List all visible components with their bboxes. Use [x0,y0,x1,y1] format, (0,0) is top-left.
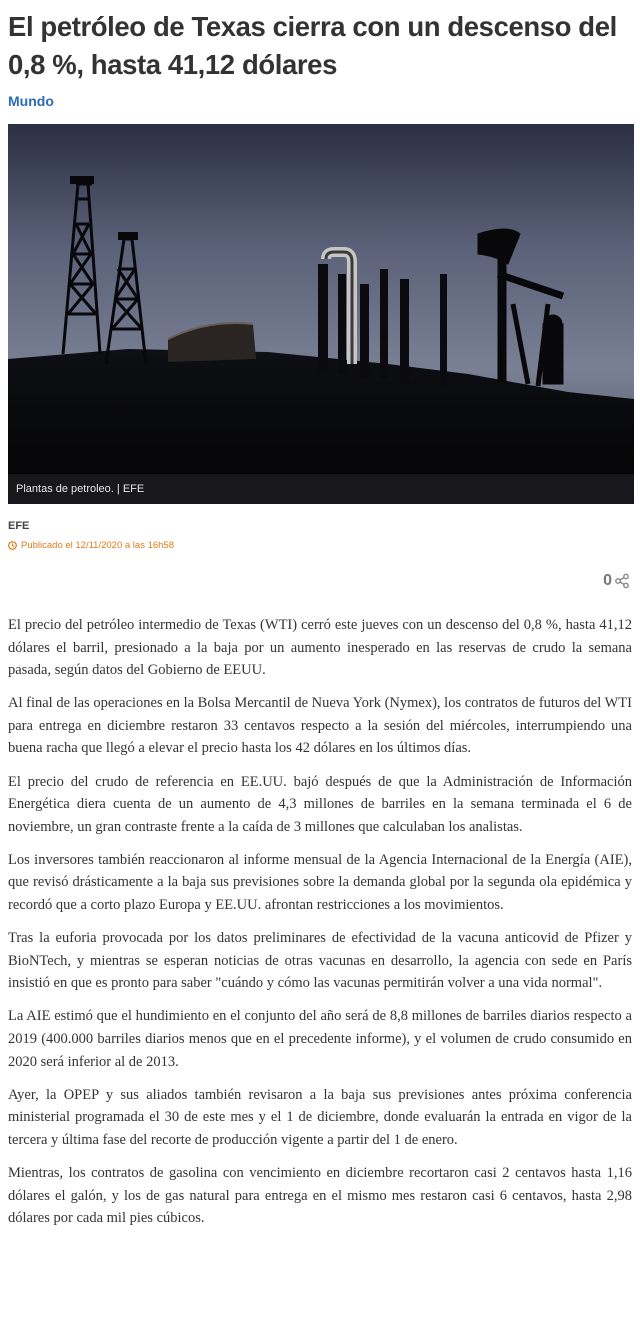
byline: EFE [8,520,30,532]
headline: El petróleo de Texas cierra con un descenso del 0,8 %, hasta 41,12 dólares [8,11,617,80]
article-paragraph: Al final de las operaciones en la Bolsa Mercantil de Nueva York (Nymex), los contratos de futuros del WTI para entrega en diciembre restaron 33 centavos respecto a la sesión del miércoles, interrumpiendo una buena racha que llegó a elevar el precio hasta los 42 dólares en los últimos días. [8,695,632,757]
publish-date-text: Publicado el 12/11/2020 a las 16h58 [21,540,175,551]
share-icon[interactable] [614,573,630,589]
image-caption: Plantas de petroleo. | EFE [8,474,634,504]
section-link-mundo[interactable]: Mundo [8,93,54,109]
share-widget[interactable] [603,572,630,590]
article-paragraph: Ayer, la OPEP y sus aliados también revisaron a la baja sus previsiones antes próxima conferencia ministerial programada el 30 de este mes y el 1 de diciembre, donde evaluarán la entrada en vigor de la tercera y última fase del recorte de producción vigente a partir del 1 de enero. [8,1086,632,1148]
oil-plant-photo [8,124,634,476]
article-paragraph: Los inversores también reaccionaron al informe mensual de la Agencia Internacional de la Energía (AIE), que revisó drásticamente a la baja sus previsiones sobre la demanda global por la segunda ola epidémica y recordó que a corto plazo Europa y EE.UU. afrontan restricciones a los movimientos. [8,851,632,914]
article-paragraph: El precio del crudo de referencia en EE.UU. bajó después de que la Administración de Información Energética diera cuenta de un aumento de 4,3 millones de barriles en la semana terminada el 6 de noviembre, un gran contraste frente a la caída de 3 millones que calculaban los analistas. [8,773,632,835]
article-photo [8,124,634,504]
article-paragraph: El precio del petróleo intermedio de Texas (WTI) cerró este jueves con un descenso del 0,8 %, hasta 41,12 dólares el barril, presionado a la baja por un aumento inesperado en las reservas de crudo la semana pasada, según datos del Gobierno de EEUU. [8,617,632,679]
article-paragraph: Mientras, los contratos de gasolina con vencimiento en diciembre recortaron casi 2 centavos hasta 1,16 dólares el galón, y los de gas natural para entrega en el mismo mes restaron casi 6 centavos, hasta 2,98 dólares por cada mil pies cúbicos. [8,1164,632,1227]
article-paragraph: La AIE estimó que el hundimiento en el conjunto del año será de 8,8 millones de barriles diarios respecto a 2019 (400.000 barriles diarios menos que en el precedente informe), y el volumen de crudo consumido en 2020 será inferior al de 2013. [8,1008,632,1070]
publish-date [8,540,174,551]
article-paragraph: Tras la euforia provocada por los datos preliminares de efectividad de la vacuna anticovid de Pfizer y BioNTech, y mientras se esperan noticias de otras vacunas en desarrollo, la agencia con sede en París insistió en que es pronto para saber "cuándo y cómo las vacunas permitirán volver a una vida normal". [8,930,632,992]
share-count: 0 [603,572,612,589]
clock-icon [8,541,17,550]
article-body [8,614,632,1240]
